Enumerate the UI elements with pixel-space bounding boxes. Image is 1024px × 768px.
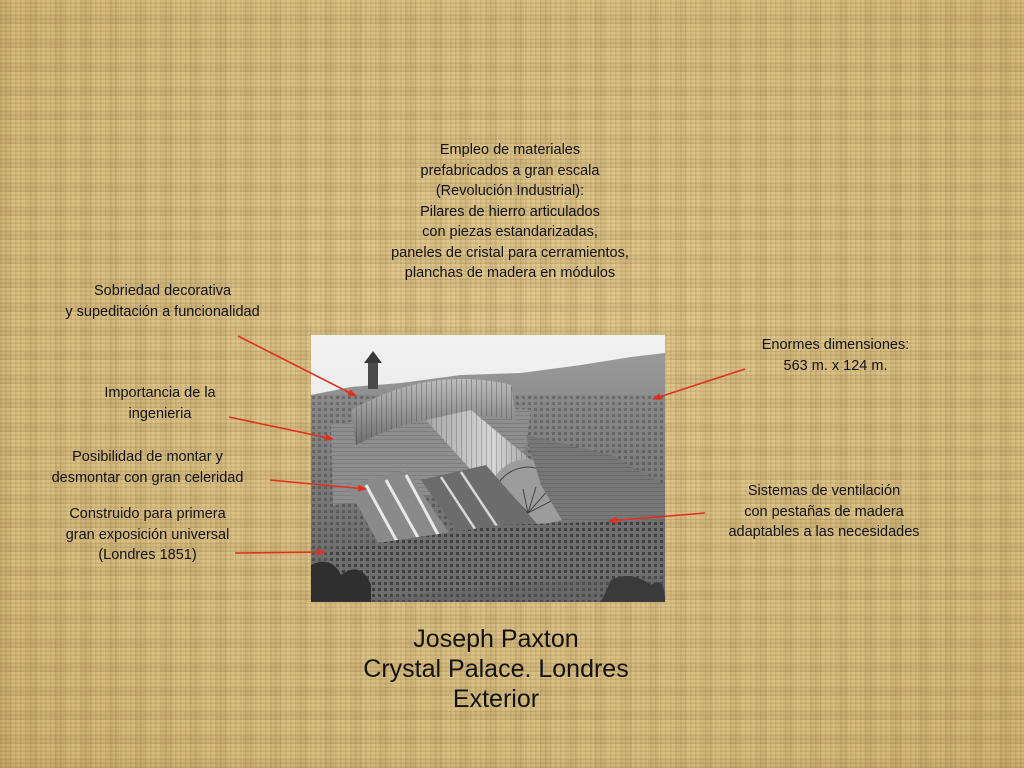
annotation-ventilation <box>700 481 948 543</box>
annotation-line: Importancia de la <box>104 385 216 401</box>
annotation-line: 563 m. x 124 m. <box>783 357 888 374</box>
slide-caption <box>300 624 692 714</box>
annotation-line: Construido para primera <box>69 506 226 522</box>
crystal-palace-photo <box>311 335 665 602</box>
annotation-line: con piezas estandarizadas, <box>422 224 598 240</box>
annotation-dimensions <box>728 335 943 376</box>
annotation-line: adaptables a las necesidades <box>728 524 920 540</box>
annotation-line: ingenieria <box>128 405 192 422</box>
annotation-materials <box>345 140 675 284</box>
annotation-line: Empleo de materiales <box>439 142 581 158</box>
annotation-line: prefabricados a gran escala <box>420 162 600 179</box>
caption-title: Crystal Palace. Londres <box>363 655 629 683</box>
annotation-line: Enormes dimensiones: <box>761 337 910 353</box>
annotation-line: planchas de madera en módulos <box>404 265 616 281</box>
caption-author: Joseph Paxton <box>413 625 579 653</box>
annotation-line: Sistemas de ventilación <box>747 483 901 499</box>
annotation-line: y supeditación a funcionalidad <box>65 303 260 320</box>
caption-view: Exterior <box>452 685 540 713</box>
annotation-sobriety <box>30 281 295 322</box>
annotation-line: Pilares de hierro articulados <box>420 203 600 220</box>
annotation-line: Posibilidad de montar y <box>72 449 223 465</box>
annotation-exposition <box>35 504 260 566</box>
annotation-line: (Londres 1851) <box>98 547 197 563</box>
annotation-engineering <box>75 383 245 424</box>
annotation-line: Sobriedad decorativa <box>93 283 232 299</box>
annotation-line: con pestañas de madera <box>744 503 904 520</box>
annotation-line: desmontar con gran celeridad <box>51 469 244 486</box>
annotation-assembly <box>25 447 270 488</box>
annotation-line: (Revolución Industrial): <box>435 183 585 199</box>
annotation-line: gran exposición universal <box>65 526 230 543</box>
annotation-line: paneles de cristal para cerramientos, <box>391 244 629 261</box>
